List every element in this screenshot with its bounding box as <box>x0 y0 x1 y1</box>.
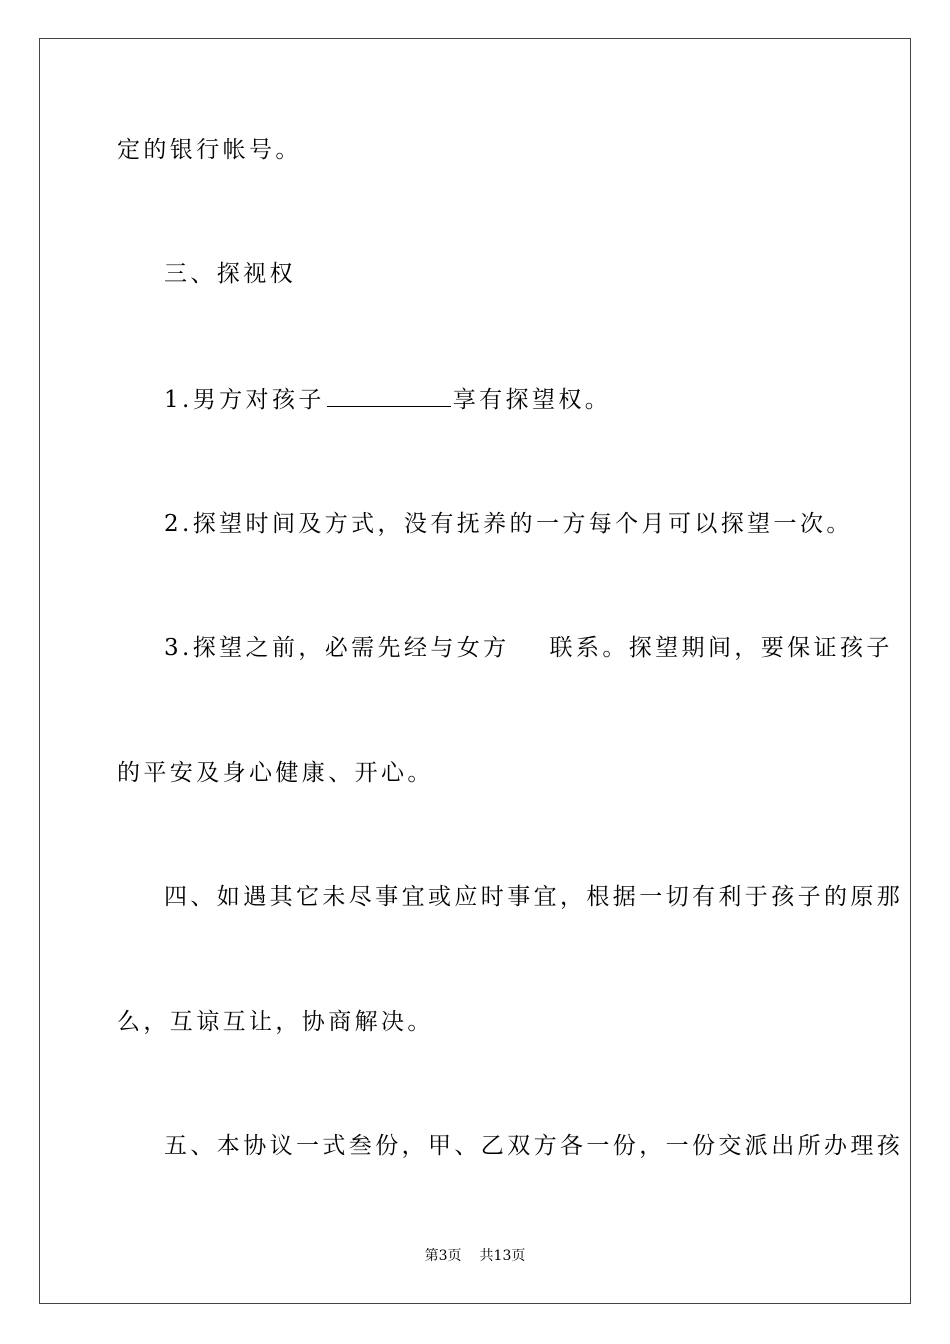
paragraph-line-1 <box>117 135 302 165</box>
page-number: 第3页 <box>424 1248 462 1264</box>
page-total: 共13页 <box>479 1248 526 1264</box>
page-footer <box>0 1246 950 1266</box>
clause-3 <box>164 633 893 663</box>
section-heading-visitation <box>164 259 296 289</box>
section-four <box>164 882 903 912</box>
fill-in-blank <box>327 384 451 407</box>
section-four-continued <box>117 1007 434 1037</box>
section-five <box>164 1131 903 1161</box>
clause-1-text-end: 享有探望权。 <box>452 387 612 413</box>
clause-3-continued <box>117 758 434 788</box>
clause-3-text-start: 3.探望之前，必需先经与女方 <box>164 635 510 661</box>
section-four-text: 四、如遇其它未尽事宜或应时事宜，根据一切有利于孩子的原那 <box>164 884 904 910</box>
clause-3-continued-text: 的平安及身心健康、开心。 <box>117 760 434 786</box>
clause-1 <box>164 384 611 415</box>
clause-2 <box>164 509 853 539</box>
heading-text: 三、探视权 <box>164 261 296 287</box>
clause-3-text-end: 联系。探望期间，要保证孩子 <box>549 635 893 661</box>
clause-1-text-start: 1.男方对孩子 <box>164 387 325 413</box>
section-four-continued-text: 么，互谅互让，协商解决。 <box>117 1009 434 1035</box>
text-bank-account: 定的银行帐号。 <box>117 137 302 163</box>
page-border <box>39 38 911 1304</box>
section-five-text: 五、本协议一式叁份，甲、乙双方各一份，一份交派出所办理孩 <box>164 1133 904 1159</box>
clause-2-text: 2.探望时间及方式，没有抚养的一方每个月可以探望一次。 <box>164 511 853 537</box>
